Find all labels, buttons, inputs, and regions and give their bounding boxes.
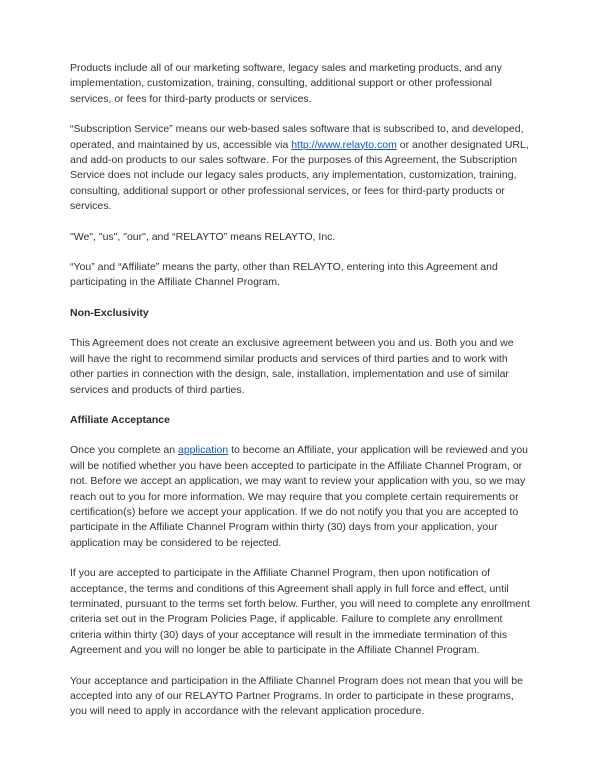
paragraph-text-before-link: “Subscription Service” means our web-based sales software that is subscribed to, and developed, operated, and maintained by us, accessible via <box>70 123 524 151</box>
paragraph-subscription-service-definition <box>70 122 531 214</box>
paragraph-non-exclusivity-body: This Agreement does not create an exclusive agreement between you and us. Both you and we will have the right to recommend similar products and services of third parties and to work with other parties in connection with the design, sale, installation, implementation and use of similar services and products of third parties. <box>70 337 514 396</box>
paragraph-text-after-link: to become an Affiliate, your application will be reviewed and you will be notified whether you have been accepted to participate in the Affiliate Channel Program, or not. Before we accept an application, we may want to review your application with you, so we may reach out to you for more information. We may require that you complete certain requirements or certification(s) before we accept your application. If we do not notify you that you are accepted to participate in the Affiliate Channel Program within thirty (30) days from your application, your application may be considered to be rejected. <box>70 444 529 549</box>
heading-affiliate-acceptance: Affiliate Acceptance <box>70 413 170 426</box>
paragraph-affiliate-acceptance-1 <box>70 443 531 551</box>
heading-non-exclusivity: Non-Exclusivity <box>70 306 149 319</box>
relayto-url-link[interactable]: http://www.relayto.com <box>291 138 397 151</box>
paragraph-products-definition: Products include all of our marketing software, legacy sales and marketing products, and any implementation, customization, training, consulting, additional support or other professional services, or fees for third-party products or services. <box>70 62 502 105</box>
paragraph-text-after-link: or another designated URL, and add-on products to our sales software. For the purposes of this Agreement, the Subscription Service does not include our legacy sales products, any implementation, customization, training, consulting, additional support or other professional services, or fees for third-party products or services. <box>70 138 529 213</box>
paragraph-affiliate-acceptance-3: Your acceptance and participation in the Affiliate Channel Program does not mean that you will be accepted into any of our RELAYTO Partner Programs. In order to participate in these programs, you will need to apply in accordance with the relevant application procedure. <box>70 674 523 718</box>
paragraph-text-before-link: Once you complete an <box>70 444 178 457</box>
application-link[interactable]: application <box>177 444 229 457</box>
paragraph-you-affiliate-definition: “You” and “Affiliate” means the party, other than RELAYTO, entering into this Agreement and participating in the Affiliate Channel Program. <box>70 261 498 289</box>
paragraph-we-definition: "We", "us", "our", and “RELAYTO” means RELAYTO, Inc. <box>70 230 336 243</box>
paragraph-affiliate-acceptance-2: If you are accepted to participate in the Affiliate Channel Program, then upon notification of acceptance, the terms and conditions of this Agreement shall apply in full force and effect, until terminated, pursuant to the terms set forth below. Further, you will need to complete any enrollment criteria set out in the Program Policies Page, if applicable. Failure to complete any enrollment criteria within thirty (30) days of your acceptance will result in the immediate termination of this Agreement and you will no longer be able to participate in the Affiliate Channel Program. <box>70 567 530 657</box>
